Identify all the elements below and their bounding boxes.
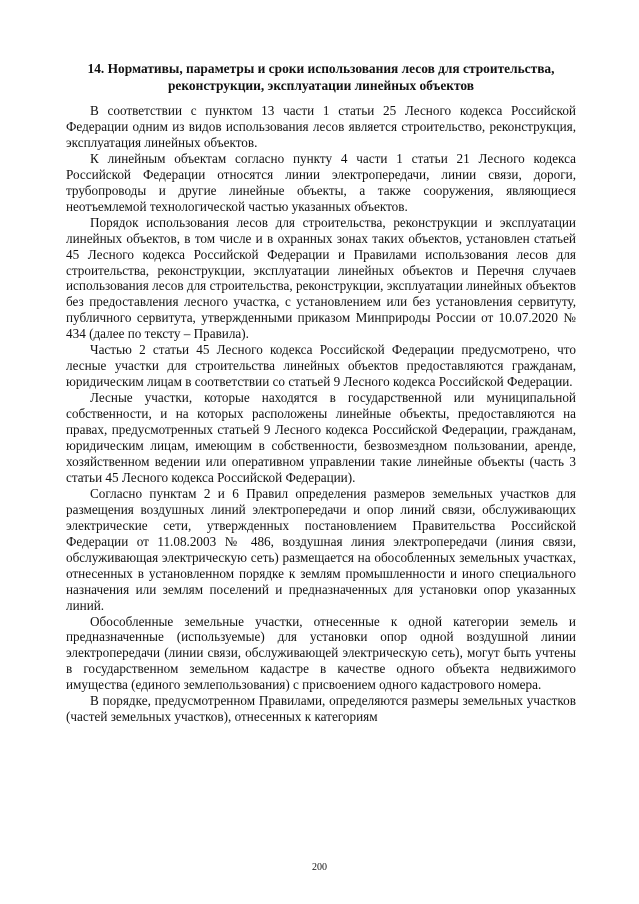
paragraph: Обособленные земельные участки, отнесенные к одной категории земель и предназначенные (используемые) для установки опор одной воздушной линии электропередачи (линии связи, обслуживающей электрическую сеть), могут быть учтены в государственном земельном кадастре в качестве одного объекта недвижимого имущества (единого землепользования) с присвоением одного кадастрового номера. xyxy=(66,613,576,693)
paragraph: Частью 2 статьи 45 Лесного кодекса Российской Федерации предусмотрено, что лесные участки для строительства линейных объектов предоставляются гражданам, юридическим лицам в соответствии со статьей 9 Лесного кодекса Российской Федерации. xyxy=(66,342,576,390)
section-heading: 14. Нормативы, параметры и сроки использования лесов для строительства, реконструкции, эксплуатации линейных объектов xyxy=(87,61,555,93)
paragraph: В порядке, предусмотренном Правилами, определяются размеры земельных участков (частей земельных участков), отнесенных к категориям xyxy=(66,693,576,725)
body-text xyxy=(66,103,576,725)
page-number: 200 xyxy=(312,862,327,873)
paragraph: Порядок использования лесов для строительства, реконструкции и эксплуатации линейных объектов, в том числе и в охранных зонах таких объектов, установлен статьей 45 Лесного кодекса Российской Федерации и Правилами использования лесов для строительства, реконструкции, эксплуатации линейных объектов и Перечня случаев использования лесов для строительства, реконструкции, эксплуатации линейных объектов без предоставления лесного участка, с установлением или без установления сервитуту, публичного сервитута, утвержденными приказом Минприроды России от 10.07.2020 № 434 (далее по тексту – Правила). xyxy=(66,214,576,342)
paragraph: Лесные участки, которые находятся в государственной или муниципальной собственности, и на которых расположены линейные объекты, предоставляются на правах, предусмотренных статьей 9 Лесного кодекса Российской Федерации, гражданам, юридическим лицам, имеющим в собственности, безвозмездном пользовании, аренде, хозяйственном ведении или оперативном управлении такие линейные объекты (часть 3 статьи 45 Лесного кодекса Российской Федерации). xyxy=(66,390,576,485)
paragraph: К линейным объектам согласно пункту 4 части 1 статьи 21 Лесного кодекса Российской Федерации относятся линии электропередачи, линии связи, дороги, трубопроводы и другие линейные объекты, а также сооружения, являющиеся неотъемлемой технологической частью указанных объектов. xyxy=(66,150,576,214)
paragraph: Согласно пунктам 2 и 6 Правил определения размеров земельных участков для размещения воздушных линий электропередачи и опор линий связи, обслуживающих электрические сети, утвержденных постановлением Правительства Российской Федерации от 11.08.2003 № 486, воздушная линия электропередачи (линия связи, обслуживающая электрическую сеть) размещается на обособленных земельных участках, отнесенных в установленном порядке к землям промышленности и иного специального назначения или землям поселений и предназначенных для установки опор указанных линий. xyxy=(66,485,576,613)
paragraph: В соответствии с пунктом 13 части 1 статьи 25 Лесного кодекса Российской Федерации одним из видов использования лесов является строительство, реконструкция, эксплуатация линейных объектов. xyxy=(66,103,576,150)
